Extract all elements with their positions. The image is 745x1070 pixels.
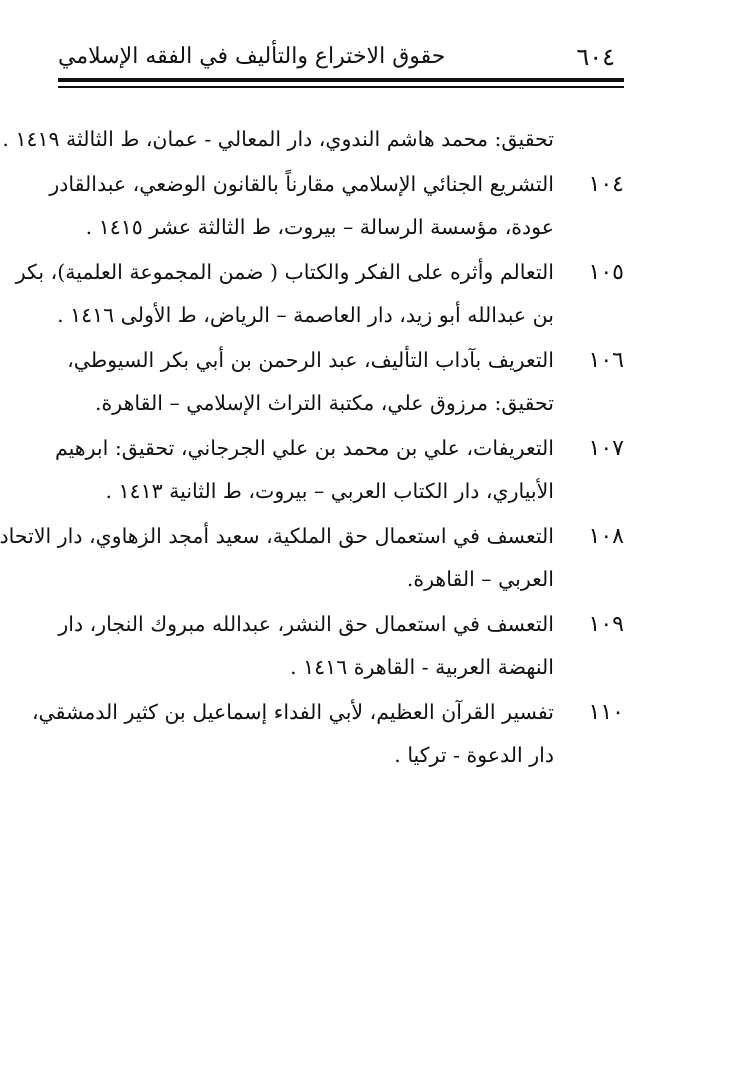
entry-text bbox=[42, 339, 554, 425]
entry-line: التشريع الجنائي الإسلامي مقارناً بالقانون الوضعي، عبدالقادر bbox=[49, 172, 554, 196]
continuation-line: تحقيق: محمد هاشم الندوي، دار المعالي - عمان، ط الثالثة ١٤١٩ . bbox=[2, 127, 554, 151]
running-title: حقوق الاختراع والتأليف في الفقه الإسلامي bbox=[58, 44, 446, 69]
entry-line: العربي – القاهرة. bbox=[406, 567, 554, 591]
bibliography-entry bbox=[0, 515, 624, 601]
entry-line: التعالم وأثره على الفكر والكتاب ( ضمن المجموعة العلمية)، بكر bbox=[15, 260, 554, 284]
header-rule-thin bbox=[58, 86, 624, 88]
entry-line: التعسف في استعمال حق النشر، عبدالله مبروك النجار، دار bbox=[58, 612, 554, 636]
entry-line: تحقيق: مرزوق علي، مكتبة التراث الإسلامي – القاهرة. bbox=[95, 391, 554, 415]
entry-number: ١٠٤ bbox=[588, 172, 624, 197]
page-header bbox=[58, 40, 623, 74]
entry-number: ١٠٨ bbox=[588, 524, 624, 549]
entry-line: التعريف بآداب التأليف، عبد الرحمن بن أبي بكر السيوطي، bbox=[67, 348, 554, 372]
entry-line: التعسف في استعمال حق الملكية، سعيد أمجد الزهاوي، دار الاتحاد bbox=[0, 524, 554, 548]
entry-line: التعريفات، علي بن محمد بن علي الجرجاني، تحقيق: ابرهيم bbox=[54, 436, 554, 460]
entry-line: بن عبدالله أبو زيد، دار العاصمة – الرياض، ط الأولى ١٤١٦ . bbox=[57, 303, 554, 327]
entry-text bbox=[42, 603, 554, 689]
bibliography-entry bbox=[42, 603, 624, 689]
entry-number: ١١٠ bbox=[588, 700, 624, 725]
entry-number: ١٠٦ bbox=[588, 348, 624, 373]
entry-text bbox=[42, 163, 554, 249]
bibliography-entry bbox=[42, 163, 624, 249]
bibliography-list bbox=[0, 118, 624, 777]
entry-number: ١٠٧ bbox=[588, 436, 624, 461]
bibliography-entry bbox=[42, 339, 624, 425]
page-number: ٦٠٤ bbox=[576, 43, 615, 71]
header-rule-thick bbox=[58, 78, 624, 82]
entry-text bbox=[42, 427, 554, 513]
entry-text bbox=[0, 515, 554, 601]
entry-line: دار الدعوة - تركيا . bbox=[394, 743, 554, 767]
bibliography-entry bbox=[31, 691, 624, 777]
entry-text bbox=[31, 691, 554, 777]
bibliography-entry bbox=[15, 251, 624, 337]
entry-number: ١٠٥ bbox=[588, 260, 624, 285]
entry-line: تفسير القرآن العظيم، لأبي الفداء إسماعيل بن كثير الدمشقي، bbox=[31, 700, 554, 724]
entry-line: النهضة العربية - القاهرة ١٤١٦ . bbox=[290, 655, 554, 679]
entry-text bbox=[15, 251, 554, 337]
bibliography-entry bbox=[42, 427, 624, 513]
entry-line: الأبياري، دار الكتاب العربي – بيروت، ط الثانية ١٤١٣ . bbox=[105, 479, 554, 503]
entry-line: عودة، مؤسسة الرسالة – بيروت، ط الثالثة عشر ١٤١٥ . bbox=[85, 215, 554, 239]
entry-number: ١٠٩ bbox=[588, 612, 624, 637]
